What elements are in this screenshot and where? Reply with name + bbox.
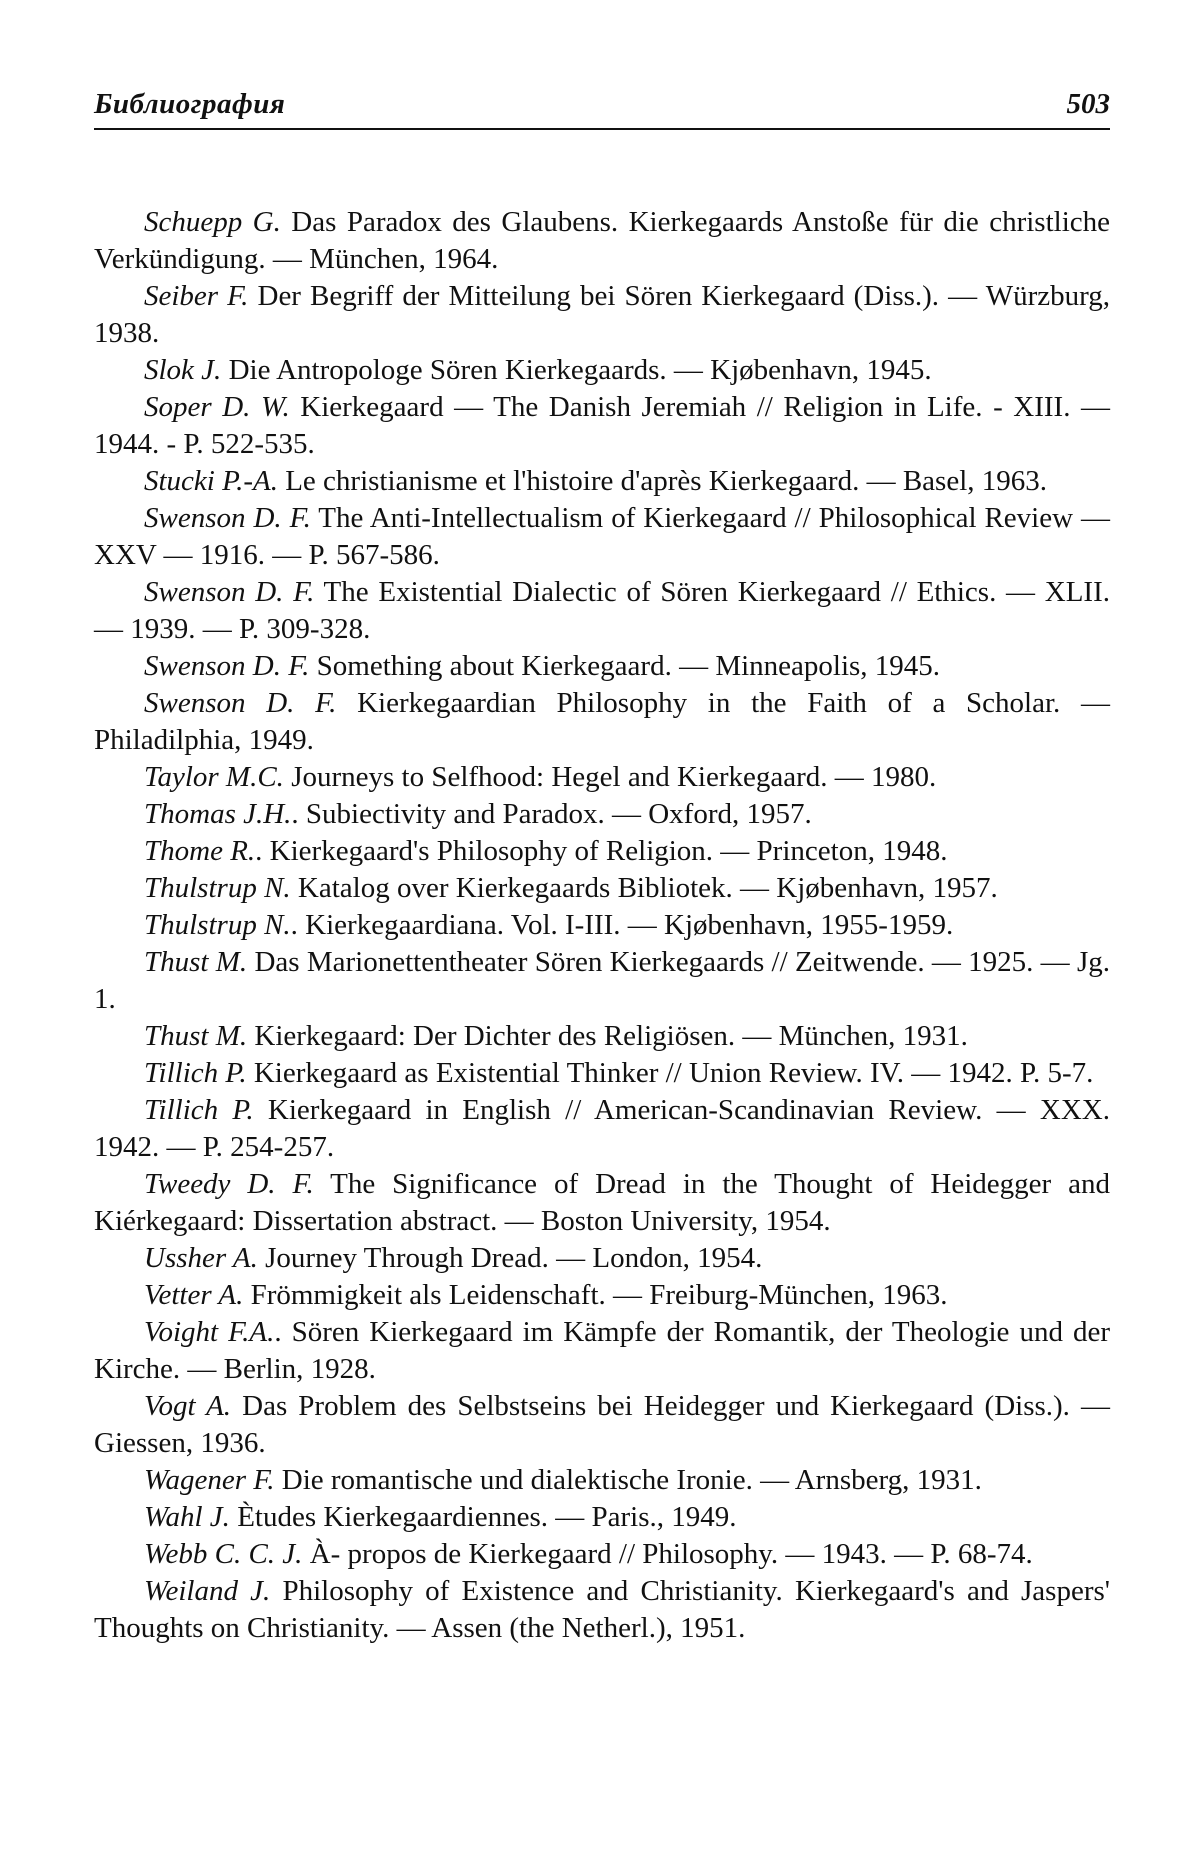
bibliography-entry [94, 204, 1110, 278]
entry-author: Swenson D. F. [144, 502, 311, 534]
entry-author: Thulstrup N. [144, 872, 291, 904]
bibliography-entry [94, 1536, 1110, 1573]
entry-text: Kierkegaard as Existential Thinker // Union Review. IV. — 1942. P. 5-7. [246, 1057, 1094, 1089]
entry-author: Seiber F. [144, 280, 249, 312]
entry-author: Wagener F. [144, 1464, 275, 1496]
entry-author: Thulstrup N. [144, 909, 291, 941]
entry-text: Kierkegaard — The Danish Jeremiah // Religion in Life. - XIII. — 1944. - P. 522-535. [94, 391, 1110, 460]
bibliography-entry [94, 648, 1110, 685]
entry-text: Journey Through Dread. — London, 1954. [257, 1242, 763, 1274]
entry-author: Wahl J. [144, 1501, 230, 1533]
entry-author: Slok J. [144, 354, 222, 386]
section-title: Библиография [94, 88, 286, 120]
entry-author: Tweedy D. F. [144, 1168, 314, 1200]
bibliography-entry [94, 870, 1110, 907]
entry-text: Philosophy of Existence and Christianity. Kierkegaard's and Jaspers' Thoughts on Christianity. — Assen (the Netherl.), 1951. [94, 1575, 1111, 1644]
bibliography-entry [94, 796, 1110, 833]
bibliography-entry [94, 278, 1110, 352]
entry-author: Ussher A. [144, 1242, 258, 1274]
entry-text: Das Paradox des Glaubens. Kierkegaards Anstoße für die christliche Verkündigung. — München, 1964. [94, 206, 1110, 275]
entry-text: . Subiectivity and Paradox. — Oxford, 1957. [291, 798, 812, 830]
entry-author: Swenson D. F. [144, 650, 310, 682]
entry-author: Thomas J.H. [144, 798, 292, 830]
bibliography-entry [94, 1166, 1110, 1240]
entry-author: Swenson D. F. [144, 576, 315, 608]
bibliography-entry [94, 1277, 1110, 1314]
entry-text: Die Antropologe Sören Kierkegaards. — Kjøbenhavn, 1945. [221, 354, 932, 386]
bibliography-entry [94, 1092, 1110, 1166]
entry-text: Frömmigkeit als Leidenschaft. — Freiburg-München, 1963. [243, 1279, 948, 1311]
bibliography-entry [94, 574, 1110, 648]
entry-author: Swenson D. F. [144, 687, 337, 719]
bibliography-entry [94, 1240, 1110, 1277]
book-page [94, 0, 1110, 1876]
entry-author: Vogt A. [144, 1390, 232, 1422]
entry-author: Stucki P.-A. [144, 465, 278, 497]
entry-text: Journeys to Selfhood: Hegel and Kierkegaard. — 1980. [283, 761, 937, 793]
entry-text: . Kierkegaard's Philosophy of Religion. — Princeton, 1948. [255, 835, 948, 867]
bibliography-entry [94, 1462, 1110, 1499]
bibliography-list [94, 204, 1110, 1647]
entry-text: Katalog over Kierkegaards Bibliotek. — Kjøbenhavn, 1957. [290, 872, 998, 904]
page-number: 503 [1066, 88, 1110, 120]
entry-text: Das Marionettentheater Sören Kierkegaards // Zeitwende. — 1925. — Jg. 1. [94, 946, 1110, 1015]
entry-text: Kierkegaard in English // American-Scandinavian Review. — XXX. 1942. — P. 254-257. [94, 1094, 1110, 1163]
bibliography-entry [94, 944, 1110, 1018]
entry-text: À- propos de Kierkegaard // Philosophy. — 1943. — P. 68-74. [302, 1538, 1033, 1570]
bibliography-entry [94, 389, 1110, 463]
entry-text: Die romantische und dialektische Ironie. — Arnsberg, 1931. [274, 1464, 982, 1496]
bibliography-entry [94, 833, 1110, 870]
entry-author: Taylor M.C. [144, 761, 284, 793]
bibliography-entry [94, 907, 1110, 944]
entry-author: Vetter A. [144, 1279, 244, 1311]
bibliography-entry [94, 759, 1110, 796]
entry-author: Voight F.A. [144, 1316, 275, 1348]
entry-text: Kierkegaardian Philosophy in the Faith of a Scholar. — Philadilphia, 1949. [94, 687, 1111, 756]
entry-text: Le christianisme et l'histoire d'après Kierkegaard. — Basel, 1963. [277, 465, 1048, 497]
bibliography-entry [94, 1499, 1110, 1536]
entry-text: The Existential Dialectic of Sören Kierkegaard // Ethics. — XLII. — 1939. — P. 309-328. [94, 576, 1110, 645]
bibliography-entry [94, 1573, 1110, 1647]
entry-text: The Significance of Dread in the Thought of Heidegger and Kiérkegaard: Dissertation abstract. — Boston University, 1954. [94, 1168, 1110, 1237]
bibliography-entry [94, 500, 1110, 574]
entry-text: Ètudes Kierkegaardiennes. — Paris., 1949. [229, 1501, 737, 1533]
bibliography-entry [94, 1018, 1110, 1055]
entry-author: Soper D. W. [144, 391, 290, 423]
entry-text: Das Problem des Selbstseins bei Heidegger und Kierkegaard (Diss.). — Giessen, 1936. [94, 1390, 1110, 1459]
entry-text: The Anti-Intellectualism of Kierkegaard // Philosophical Review — XXV — 1916. — P. 567-586. [94, 502, 1110, 571]
bibliography-entry [94, 1314, 1110, 1388]
entry-author: Webb C. C. J. [144, 1538, 303, 1570]
entry-text: . Kierkegaardiana. Vol. I-III. — Kjøbenhavn, 1955-1959. [290, 909, 954, 941]
bibliography-entry [94, 685, 1110, 759]
bibliography-entry [94, 463, 1110, 500]
entry-author: Thust M. [144, 1020, 248, 1052]
bibliography-entry [94, 1388, 1110, 1462]
entry-author: Schuepp G. [144, 206, 281, 238]
entry-author: Thust M. [144, 946, 248, 978]
entry-author: Weiland J. [144, 1575, 271, 1607]
entry-text: Kierkegaard: Der Dichter des Religiösen. — München, 1931. [247, 1020, 968, 1052]
entry-author: Tillich P. [144, 1057, 247, 1089]
entry-text: Something about Kierkegaard. — Minneapolis, 1945. [309, 650, 941, 682]
running-head [94, 88, 1110, 130]
entry-text: Der Begriff der Mitteilung bei Sören Kierkegaard (Diss.). — Würzburg, 1938. [94, 280, 1110, 349]
entry-author: Thome R. [144, 835, 256, 867]
bibliography-entry [94, 1055, 1110, 1092]
entry-author: Tillich P. [144, 1094, 254, 1126]
bibliography-entry [94, 352, 1110, 389]
entry-text: . Sören Kierkegaard im Kämpfe der Romantik, der Theologie und der Kirche. — Berlin, 1928. [94, 1316, 1110, 1385]
